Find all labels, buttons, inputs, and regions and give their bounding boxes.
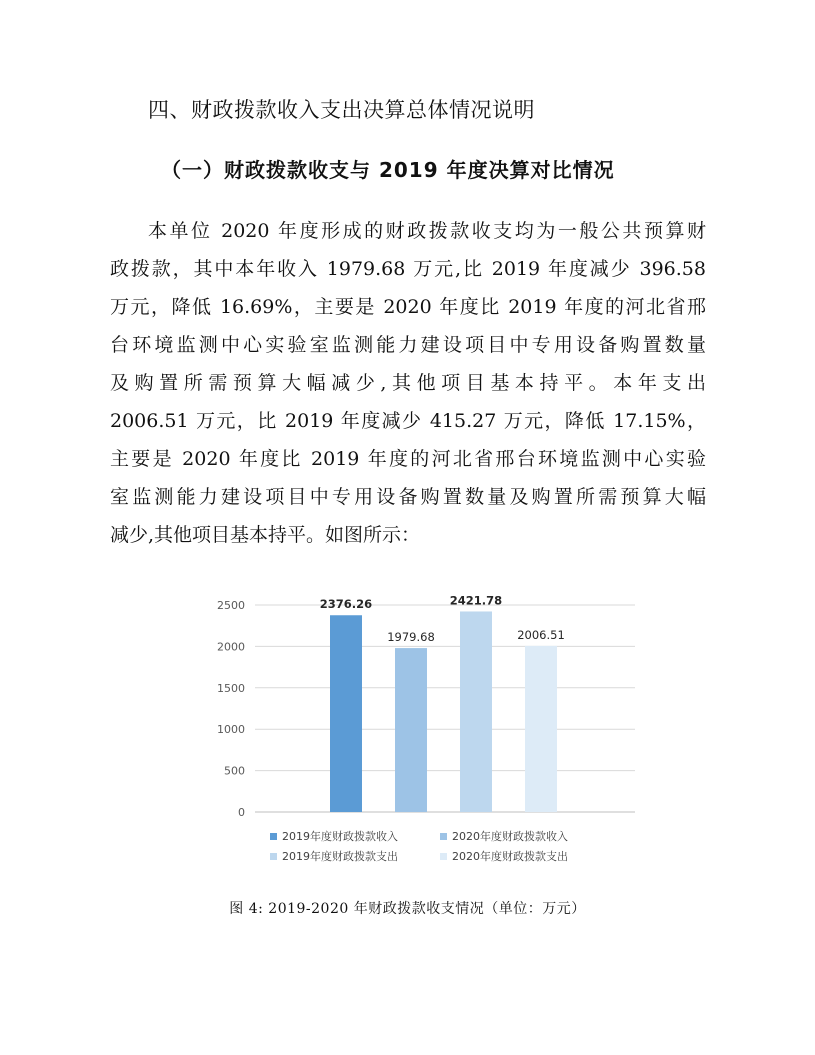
paragraph-line: 减少,其他项目基本持平。如图所示： — [110, 524, 421, 546]
y-tick-label: 2000 — [217, 640, 245, 654]
bar — [460, 611, 492, 812]
y-tick-label: 1000 — [217, 723, 245, 737]
paragraph-line: 2006.51 万元，比 2019 年度减少 415.27 万元，降低 17.15%， — [110, 410, 706, 432]
subsection-heading: （一）财政拨款收支与 2019 年度决算对比情况 — [161, 158, 615, 182]
legend-label: 2019年度财政拨款支出 — [282, 850, 398, 863]
paragraph-line: 本单位 2020 年度形成的财政拨款收支均为一般公共预算财 — [148, 220, 706, 242]
paragraph-line: 主要是 2020 年度比 2019 年度的河北省邢台环境监测中心实验 — [110, 448, 706, 470]
paragraph-line: 政拨款，其中本年收入 1979.68 万元,比 2019 年度减少 396.58 — [110, 258, 706, 280]
bar — [395, 648, 427, 812]
bar-chart — [195, 590, 655, 880]
bar — [330, 615, 362, 812]
y-tick-label: 500 — [224, 764, 245, 778]
paragraph-line: 台环境监测中心实验室监测能力建设项目中专用设备购置数量 — [110, 334, 706, 356]
bar-value-label: 1979.68 — [387, 630, 435, 645]
bar — [525, 646, 557, 812]
legend-swatch — [270, 853, 277, 860]
paragraph-line: 室监测能力建设项目中专用设备购置数量及购置所需预算大幅 — [110, 486, 706, 508]
y-tick-label: 1500 — [217, 681, 245, 695]
section-heading: 四、财政拨款收入支出决算总体情况说明 — [148, 98, 535, 122]
figure-caption: 图 4: 2019-2020 年财政拨款收支情况（单位：万元） — [229, 901, 586, 917]
bar-value-label: 2421.78 — [449, 593, 503, 608]
body-paragraph — [110, 212, 706, 554]
legend-label: 2020年度财政拨款收入 — [452, 830, 568, 843]
y-tick-label: 2500 — [217, 599, 245, 612]
y-tick-label: 0 — [238, 806, 245, 819]
legend-swatch — [270, 833, 277, 840]
bar-value-label: 2006.51 — [517, 627, 565, 642]
legend-label: 2020年度财政拨款支出 — [452, 850, 568, 863]
paragraph-line: 及购置所需预算大幅减少,其他项目基本持平。本年支出 — [110, 372, 706, 394]
bar-value-label: 2376.26 — [319, 597, 373, 612]
legend-swatch — [440, 853, 447, 860]
paragraph-line: 万元，降低 16.69%，主要是 2020 年度比 2019 年度的河北省邢 — [110, 296, 706, 318]
legend-label: 2019年度财政拨款收入 — [282, 830, 398, 843]
legend-swatch — [440, 833, 447, 840]
